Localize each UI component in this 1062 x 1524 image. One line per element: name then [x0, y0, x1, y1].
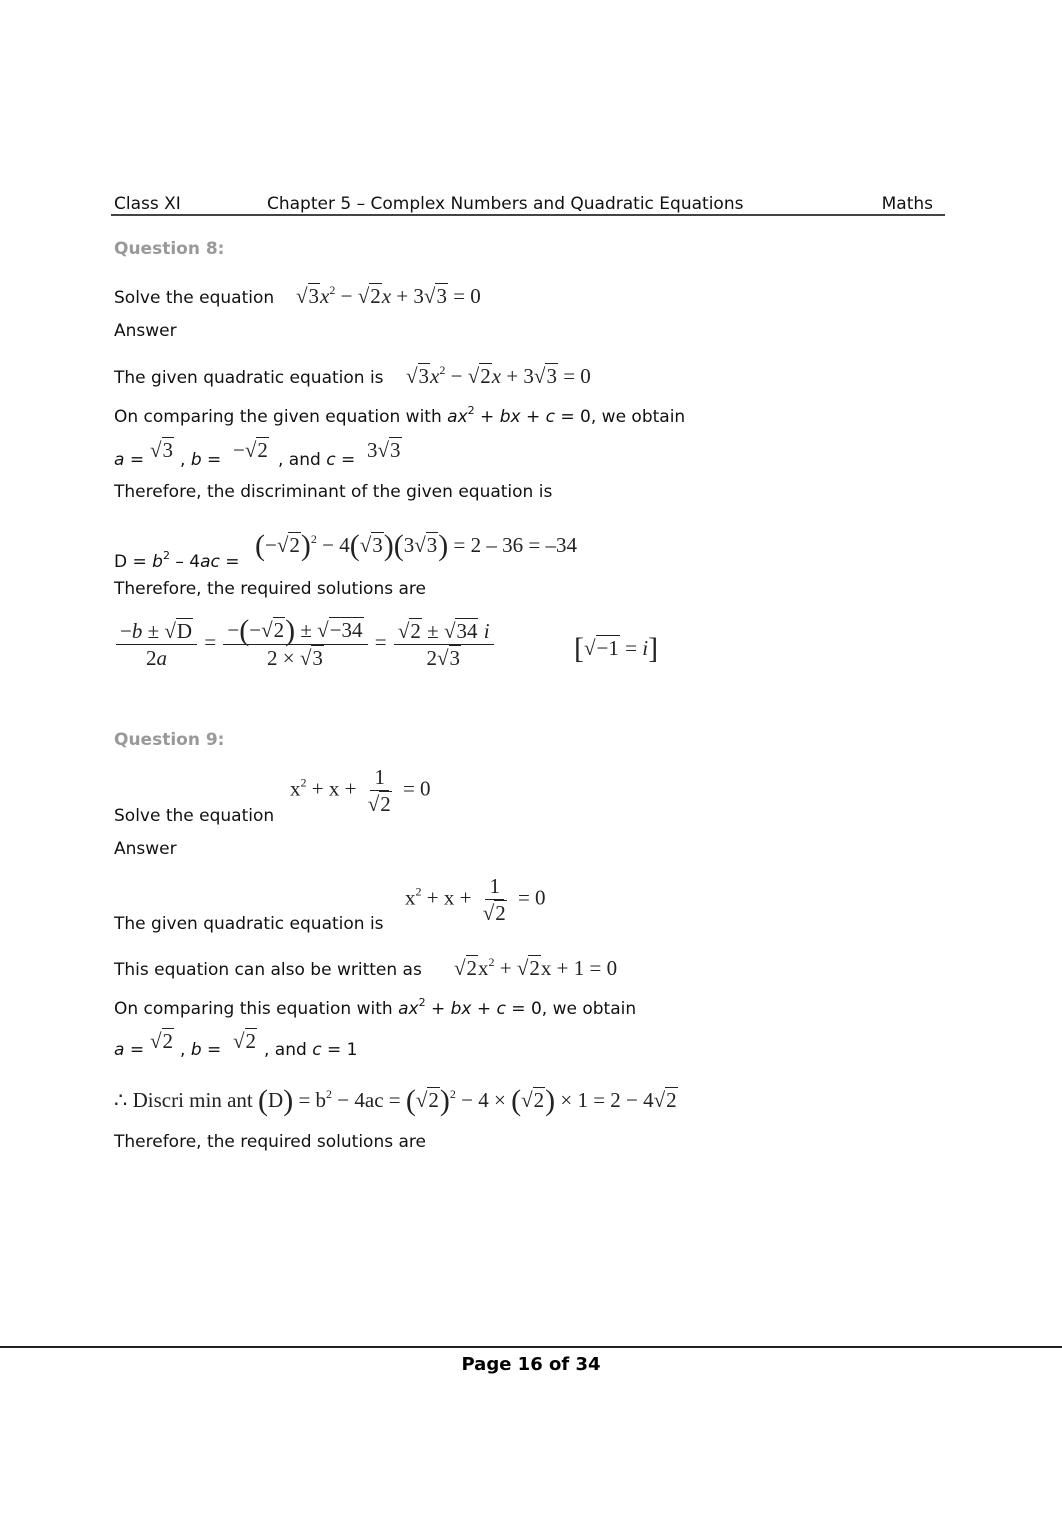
- q9-compare-text: On comparing this equation with: [114, 999, 393, 1019]
- q9-coeff-a-label: a =: [114, 1040, 145, 1060]
- q9-rewritten-equation: $√2x^2 + √2x + 1 = 0$: [454, 955, 618, 980]
- page-header: [111, 192, 945, 216]
- q8-disc-intro: Therefore, the discriminant of the given equation is: [114, 482, 553, 502]
- q8-coeff-b: −√2: [233, 438, 268, 462]
- q8-disc-lhs: $D = b^2 - 4ac$ =: [114, 549, 240, 572]
- footer-divider: [0, 1346, 1062, 1348]
- q8-compare-text: On comparing the given equation with: [114, 407, 442, 427]
- q8-coeff-b-label: , b =: [180, 450, 222, 470]
- q8-equation: $√3x^2 - √2x + 3√3 = 0$: [296, 283, 481, 308]
- q8-coeff-a: √3: [150, 438, 174, 462]
- q9-discriminant: ∴ Discri min ant $(D) = b^2 - 4ac = (√2)^2 - 4 \times (√2) \times 1 = 2 - 4√2$: [114, 1084, 677, 1117]
- q9-coeff-a: √2: [150, 1029, 174, 1053]
- q9-solutions-intro: Therefore, the required solutions are: [114, 1132, 426, 1152]
- q9-coeff-b-label: , b =: [180, 1040, 222, 1060]
- q8-compare-line: On comparing the given equation with $ax^2$ + bx + c = 0, we obtain: [114, 404, 686, 427]
- header-subject: Maths: [881, 194, 933, 214]
- q9-compare-line: On comparing this equation with $ax^2$ + bx + c = 0, we obtain: [114, 996, 637, 1019]
- page-number: Page 16 of 34: [461, 1354, 601, 1375]
- q8-given-equation: $√3x^2 - √2x + 3√3 = 0$: [406, 363, 591, 388]
- q9-coeff-c-label: , and c = 1: [264, 1040, 358, 1060]
- q8-compare-tail: , we obtain: [590, 407, 686, 427]
- question-9-title: Question 9:: [114, 730, 225, 750]
- q8-prompt: Solve the equation: [114, 288, 275, 308]
- q8-disc-rhs: $(-√2)^2 - 4(√3)(3√3) = 2 - 36 = -34$: [255, 529, 577, 562]
- question-8-title: Question 8:: [114, 239, 225, 259]
- q9-equation: $x^2 + x$ + $\frac{1}{√2}$ = 0: [290, 765, 431, 816]
- header-chapter: Chapter 5 – Complex Numbers and Quadratic Equations: [267, 194, 744, 214]
- q8-note-imaginary-unit: [√−1 = i]: [574, 632, 659, 665]
- q8-coeff-a-label: a =: [114, 450, 145, 470]
- q9-given-equation: $x^2 + x$ + $\frac{1}{√2}$ = 0: [405, 874, 546, 925]
- q9-compare-tail: , we obtain: [541, 999, 637, 1019]
- header-class: Class XI: [114, 194, 181, 214]
- q8-answer-label: Answer: [114, 321, 177, 341]
- q8-given-text: The given quadratic equation is: [114, 368, 384, 388]
- q9-prompt: Solve the equation: [114, 806, 275, 826]
- q9-disc-label: ∴ Discri min ant: [114, 1088, 253, 1112]
- q8-disc-result: = 2 – 36 = –34: [453, 533, 577, 557]
- q9-rewrite-text: This equation can also be written as: [114, 960, 422, 980]
- q8-solution-formula: $\frac{-b \pm √D}{2a}$ = $\frac{-(-√2) \pm √-34}{2 \times √3}$ = $\frac{√2 \pm √34 i}{2√3}$: [114, 618, 496, 670]
- q8-solutions-intro: Therefore, the required solutions are: [114, 579, 426, 599]
- q8-coeff-c: 3√3: [367, 438, 401, 462]
- q9-coeff-b: √2: [233, 1029, 257, 1053]
- q9-answer-label: Answer: [114, 839, 177, 859]
- q8-coeff-c-label: , and c =: [278, 450, 356, 470]
- q9-given-text: The given quadratic equation is: [114, 914, 384, 934]
